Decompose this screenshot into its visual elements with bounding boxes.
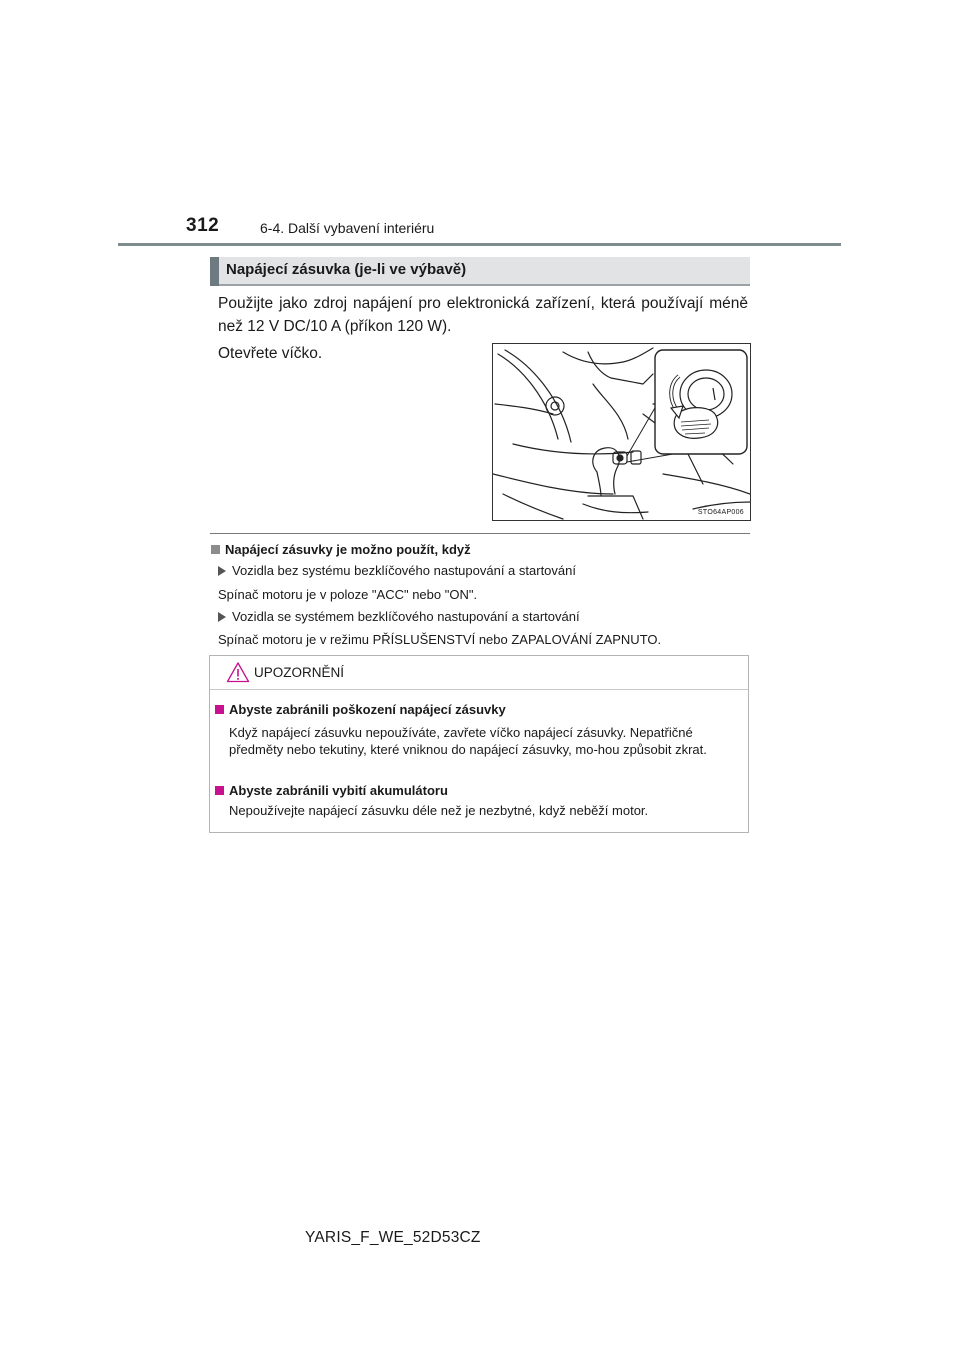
section-heading: Napájecí zásuvka (je-li ve výbavě) — [226, 261, 467, 278]
square-bullet-icon — [211, 545, 220, 554]
step-instruction: Otevřete víčko. — [218, 345, 323, 362]
note-item-text: Spínač motoru je v poloze "ACC" nebo "ON". — [218, 587, 478, 602]
caution-section-heading — [215, 783, 448, 798]
document-code: YARIS_F_WE_52D53CZ — [305, 1229, 481, 1246]
power-outlet-illustration — [492, 343, 751, 521]
warning-triangle-icon — [226, 661, 250, 683]
square-bullet-icon — [215, 786, 224, 795]
note-item-text: Spínač motoru je v režimu PŘÍSLUŠENSTVÍ nebo ZAPALOVÁNÍ ZAPNUTO. — [218, 632, 662, 647]
triangle-bullet-icon — [218, 612, 226, 622]
section-heading-bar — [210, 257, 750, 286]
caution-section-heading-text: Abyste zabránili vybití akumulátoru — [229, 783, 448, 798]
heading-accent — [210, 257, 219, 286]
illustration-code: STO64AP006 — [697, 509, 744, 516]
caution-section-text: Když napájecí zásuvku nepoužíváte, zavřete víčko napájecí zásuvky. Nepatřičné předměty nebo tekutiny, které vniknou do napájecí zásuvky, mo-hou způsobit zkrat. — [229, 725, 707, 757]
caution-header — [210, 656, 748, 690]
section-divider — [210, 533, 750, 534]
note-item-label — [218, 609, 580, 624]
caution-title: UPOZORNĚNÍ — [254, 665, 345, 680]
section-title: 6-4. Další vybavení interiéru — [260, 220, 435, 236]
intro-paragraph: Použijte jako zdroj napájení pro elektronická zařízení, která používají méně než 12 V DC/10 A (příkon 120 W). — [218, 295, 748, 335]
square-bullet-icon — [215, 705, 224, 714]
note-heading-text: Napájecí zásuvky je možno použít, když — [225, 542, 471, 557]
caution-section-heading-text: Abyste zabránili poškození napájecí zásuvky — [229, 702, 506, 717]
caution-box — [209, 655, 749, 833]
note-item-label-text: Vozidla bez systému bezklíčového nastupování a startování — [232, 563, 576, 578]
page-number: 312 — [186, 215, 220, 236]
triangle-bullet-icon — [218, 566, 226, 576]
dashboard-drawing — [493, 344, 750, 520]
caution-section-text: Nepoužívejte napájecí zásuvku déle než je nezbytné, když neběží motor. — [229, 803, 649, 818]
note-item-label — [218, 563, 576, 578]
header-divider — [118, 243, 841, 246]
caution-section-heading — [215, 702, 506, 717]
note-heading — [211, 542, 471, 557]
note-item-label-text: Vozidla se systémem bezklíčového nastupování a startování — [232, 609, 580, 624]
